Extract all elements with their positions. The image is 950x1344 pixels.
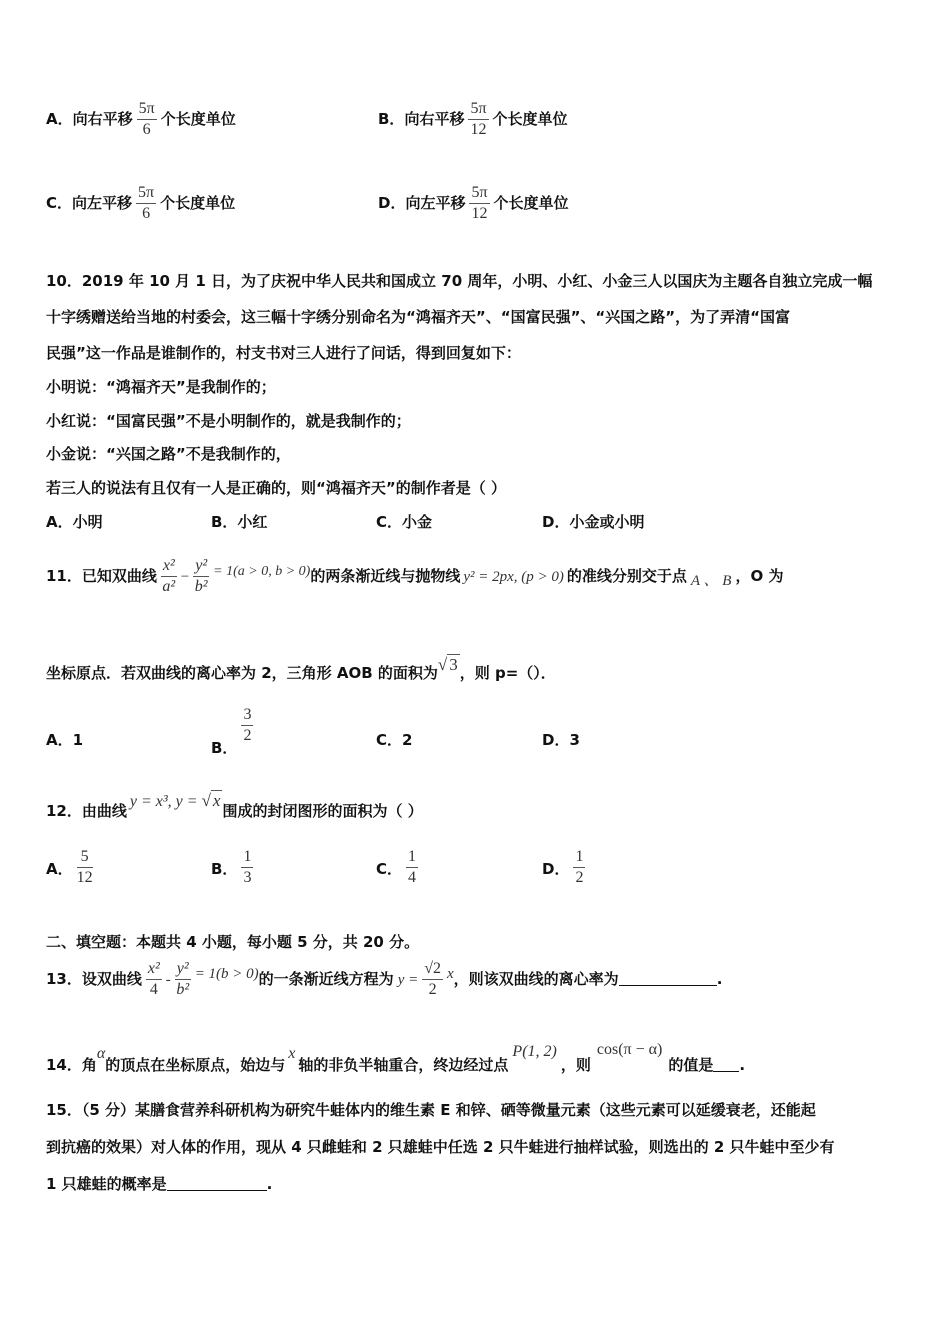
q10-line-2: 十字绣赠送给当地的村委会，这三幅十字绣分别命名为“鸿福齐天”、“国富民强”、“兴国之路”，为了弄清“国富 [46,308,791,326]
q9-option-c-row [46,184,235,223]
q15-line-1: 15．（5 分）某膳食营养科研机构为研究牛蛙体内的维生素 E 和锌、硒等微量元素（这些元素可以延缓衰老，还能起 [46,1101,816,1119]
fraction: $\frac{5}{12}$ [76,848,93,886]
q15-line-3: 1 只雄蛙的概率是 . [46,1175,273,1193]
q11-option-b[interactable]: B． $\frac{3}{2}$ [211,706,252,757]
fraction: $\frac{1}{3}$ [243,848,252,886]
q12-option-a[interactable]: A． $\frac{5}{12}$ [46,848,93,886]
q9-option-a-row [46,100,236,139]
fraction: $\frac{√2}{2}$ [424,960,441,998]
q11-options [46,706,906,757]
sqrt: √ x [201,791,221,810]
q9-option-a[interactable]: A．向右平移 $\frac{5\pi}{6}$ 个长度单位 [46,100,236,138]
q9-option-c[interactable]: C．向左平移 $\frac{5\pi}{6}$ 个长度单位 [46,184,236,222]
q10-line-1: 10．2019 年 10 月 1 日，为了庆祝中华人民共和国成立 70 周年，小明、小红、小金三人以国庆为主题各自独立完成一幅 [46,272,873,290]
q10-options [46,511,906,533]
fraction: $\frac{5\pi}{6}$ [138,184,155,222]
q12-option-d[interactable]: D． $\frac{1}{2}$ [542,848,584,886]
fraction: $\frac{\text{x²}}{\text{a²}}$ [162,557,176,595]
q10-option-b[interactable]: B．小红 [211,513,268,531]
q10-option-a[interactable]: A．小明 [46,513,103,531]
q10-line-3: 民强”这一作品是谁制作的，村支书对三人进行了问话，得到回复如下： [46,344,521,362]
fraction: $\frac{1}{2}$ [575,848,584,886]
answer-blank[interactable] [167,1174,267,1191]
q9-option-d-row [378,184,569,223]
fraction: $\frac{1}{4}$ [408,848,417,886]
section-2-heading: 二、填空题：本题共 4 小题，每小题 5 分，共 20 分。 [46,933,420,951]
q12-option-c[interactable]: C． $\frac{1}{4}$ [376,848,417,886]
q13-line: 13．设双曲线 $\frac{\text{x²}}{4}$ - $\frac{\text{y²}}{\text{b²}}$ = 1(b > 0)的一条渐近线方程为 y = $\frac{√2}{2}$ x，则该双曲线的离心率为 . [46,960,723,998]
q10-line-5: 小红说：“国富民强”不是小明制作的，就是我制作的； [46,412,411,430]
fraction: $\frac{\text{y²}}{\text{b²}}$ [194,557,208,595]
answer-blank[interactable] [713,1055,739,1072]
q9-option-b[interactable]: B．向右平移 $\frac{5\pi}{12}$ 个长度单位 [378,100,568,138]
q12-options [46,848,906,896]
answer-blank[interactable] [619,969,717,986]
q9-option-b-row [378,100,568,139]
fraction: $\frac{\text{x²}}{4}$ [147,960,160,998]
q12-option-b[interactable]: B． $\frac{1}{3}$ [211,848,252,886]
q14-line: 14．角α的顶点在坐标原点，始边与x轴的非负半轴重合，终边经过点P(1, 2)，则cos(π − α)的值是 . [46,1041,746,1074]
q9-option-d[interactable]: D．向左平移 $\frac{5\pi}{12}$ 个长度单位 [378,184,569,222]
q10-line-4: 小明说：“鸿福齐天”是我制作的； [46,378,276,396]
fraction: $\frac{5\pi}{6}$ [138,100,155,138]
q15-line-2: 到抗癌的效果）对人体的作用，现从 4 只雌蛙和 2 只雄蛙中任选 2 只牛蛙进行抽样试验，则选出的 2 只牛蛙中至少有 [46,1138,835,1156]
q11-line-1: 11．已知双曲线 $\frac{\text{x²}}{\text{a²}}$ − $\frac{\text{y²}}{\text{b²}}$ = 1(a > 0, b > 0)的两条渐近线与抛物线 y² = 2px, (p > 0) 的准线分别交于点 A 、 B ，O 为 [46,557,784,595]
fraction: $\frac{5\pi}{12}$ [470,100,487,138]
fraction: $\frac{3}{2}$ [243,706,252,744]
q10-line-7: 若三人的说法有且仅有一人是正确的，则“鸿福齐天”的制作者是（ ） [46,479,506,497]
q11-line-2: 坐标原点．若双曲线的离心率为 2，三角形 AOB 的面积为√ 3 ，则 p=（）． [46,655,556,682]
q12-line-1: 12．由曲线y = x³, y = √ x围成的封闭图形的面积为（ ） [46,791,423,820]
q11-option-a[interactable]: A．1 [46,731,84,749]
q10-line-6: 小金说：“兴国之路”不是我制作的， [46,445,291,463]
q11-option-c[interactable]: C．2 [376,731,413,749]
q10-option-c[interactable]: C．小金 [376,513,433,531]
fraction: $\frac{5\pi}{12}$ [471,184,488,222]
q10-option-d[interactable]: D．小金或小明 [542,513,645,531]
fraction: $\frac{\text{y²}}{\text{b²}}$ [176,960,190,998]
q11-option-d[interactable]: D．3 [542,731,580,749]
sqrt: √ 3 [437,655,458,674]
